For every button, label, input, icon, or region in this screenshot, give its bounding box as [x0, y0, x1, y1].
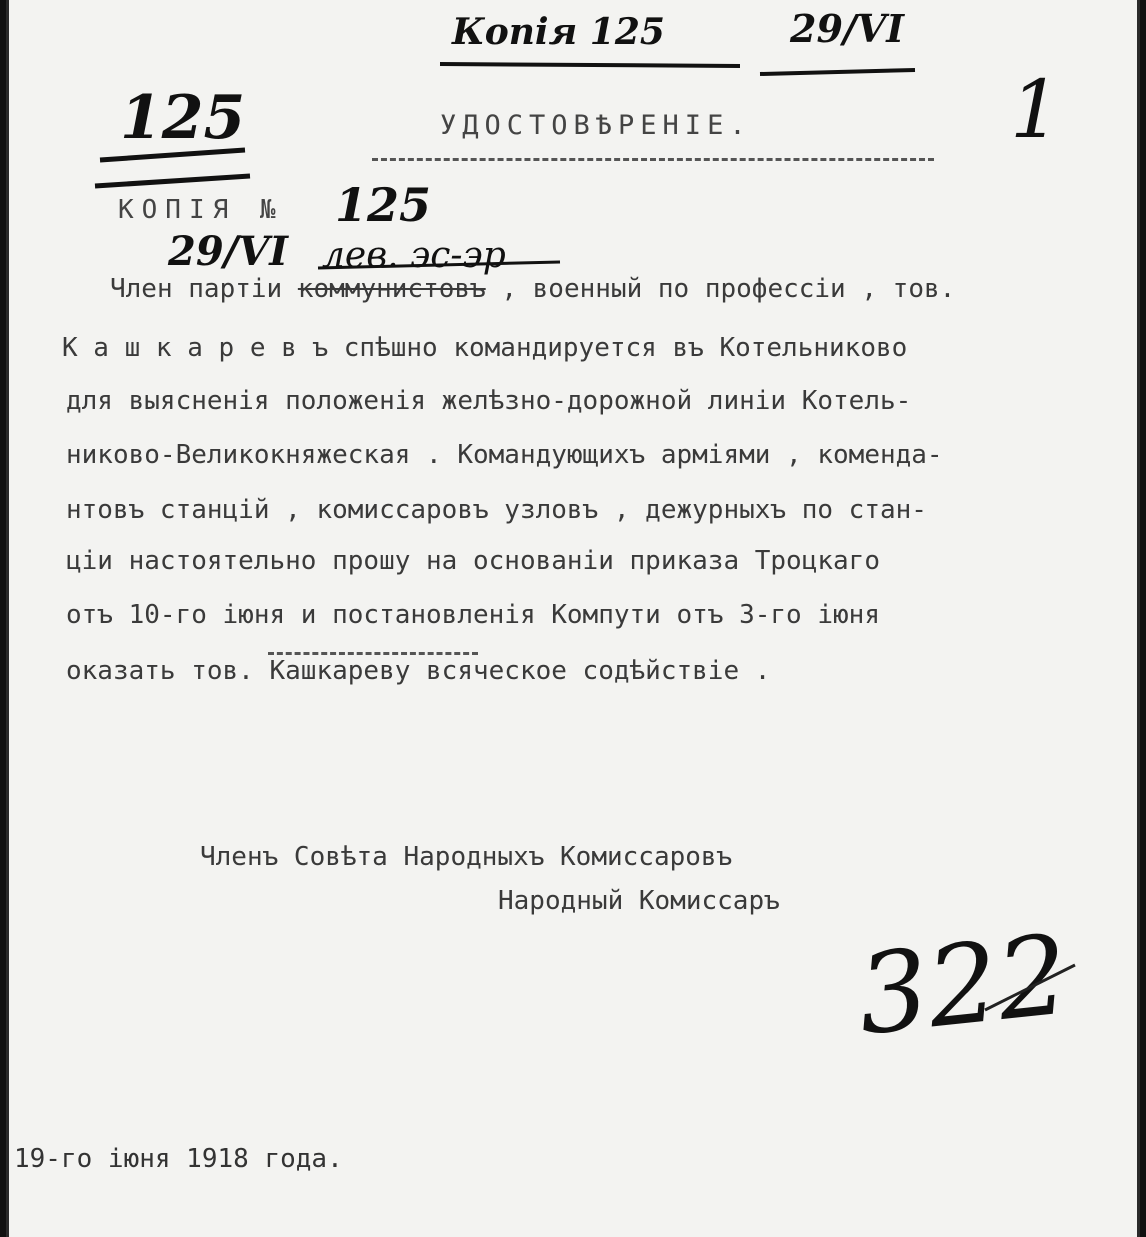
handwritten-copy-header-date: 29/VI — [790, 6, 905, 51]
party-insert-underline — [318, 262, 560, 268]
copy-label: КОПІЯ № — [118, 195, 284, 225]
body-line-3: для выясненія положенія желѣзно-дорожной линіи Котель- — [66, 386, 912, 416]
struck-word: коммунистовъ — [297, 274, 486, 304]
body-line-1-post: , военный по профессіи , тов. — [485, 274, 956, 304]
body-line-8: оказать тов. Кашкареву всяческое содѣйствіе . — [66, 656, 771, 686]
body-line-5: нтовъ станцій , комиссаровъ узловъ , дежурныхъ по стан- — [66, 495, 927, 525]
body-line-6: ціи настоятельно прошу на основаніи приказа Троцкаго — [66, 546, 880, 576]
signature-line-2: Народный Комиссаръ — [498, 886, 780, 916]
handwritten-page-number: 1 — [1010, 63, 1061, 156]
document-title: УДОСТОВѢРЕНІЕ. — [440, 110, 752, 141]
handwritten-top-number: 125 — [120, 83, 246, 153]
top-number-underline-2 — [95, 176, 250, 186]
archive-number-stroke — [985, 965, 1075, 1010]
top-number-underline-1 — [100, 150, 245, 160]
body-line-4: никово-Великокняжеская . Командующихъ арміями , коменда- — [66, 440, 943, 470]
handwritten-archive-number: 322 — [851, 910, 1075, 1060]
body-line-1-pre: Член партіи — [110, 274, 298, 304]
body-line-2: К а ш к а р е в ъ спѣшно командируется въ Котельниково — [62, 333, 908, 363]
signature-line-1: Членъ Совѣта Народныхъ Комиссаровъ — [200, 842, 733, 872]
handwritten-party-insert: лев. эс-эр — [322, 235, 506, 276]
handwritten-copy-date: 29/VI — [168, 228, 289, 275]
handwritten-copy-header: Копія 125 — [452, 11, 665, 53]
document-date: 19-го іюня 1918 года. — [14, 1144, 343, 1174]
handwritten-copy-number: 125 — [335, 178, 432, 232]
header-underline-stroke — [440, 64, 740, 66]
header-date-stroke — [760, 70, 915, 74]
body-line-7: отъ 10-го іюня и постановленія Компути отъ 3-го іюня — [66, 600, 880, 630]
